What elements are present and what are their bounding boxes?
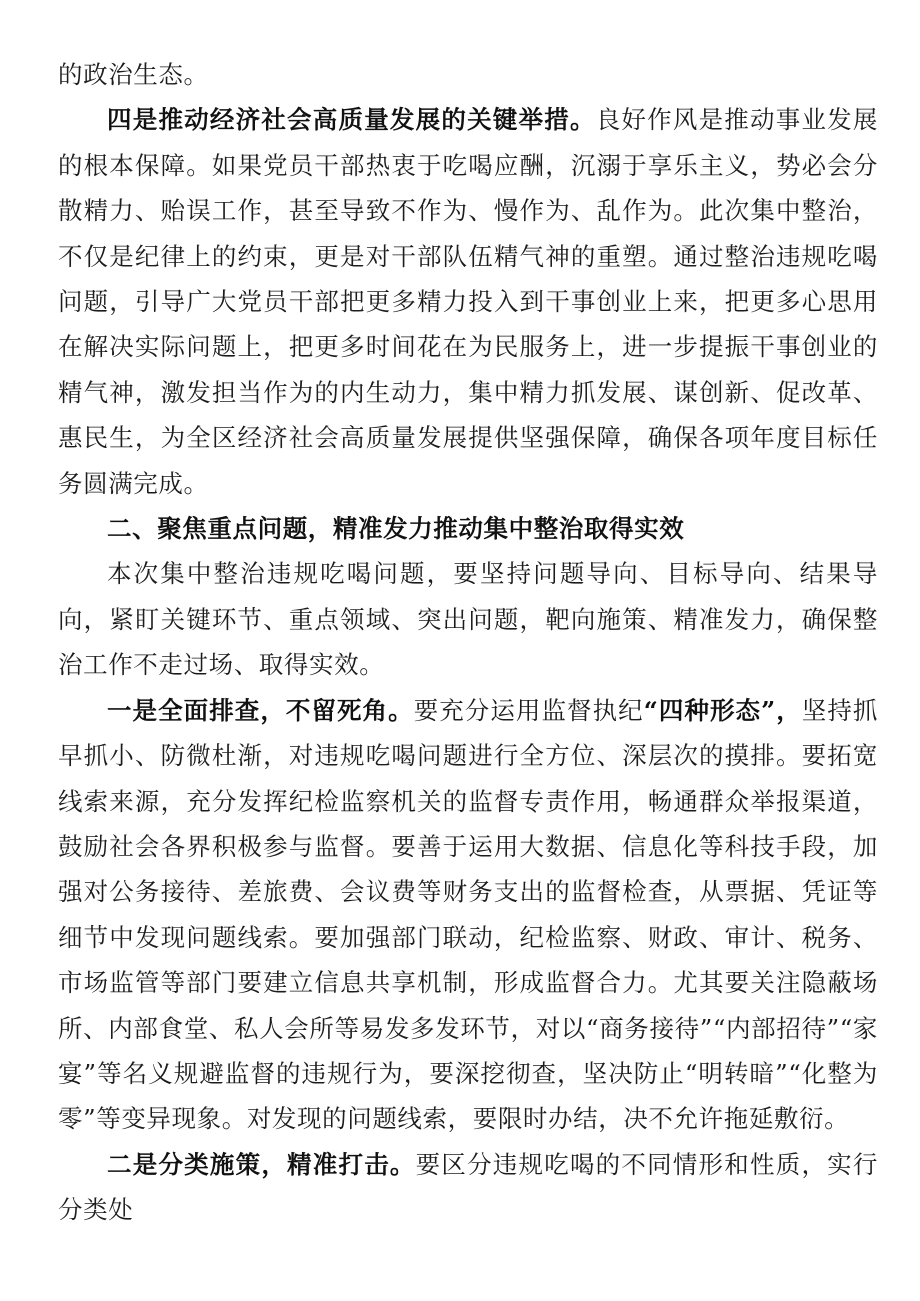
paragraph-lead: 二是分类施策，精准打击。 <box>107 1149 416 1179</box>
paragraph-text: 坚持抓早抓小、防微杜渐，对违规吃喝问题进行全方位、深层次的摸排。要拓宽线索来源，充分发挥纪检监察机关的监督专责作用，畅通群众举报渠道，鼓励社会各界积极参与监督。要善于运用大数据、信息化等科技手段，加强对公务接待、差旅费、会议费等财务支出的监督检查，从票据、凭证等细节中发现问题线索。要加强部门联动，纪检监察、财政、审计、税务、市场监管等部门要建立信息共享机制，形成监督合力。尤其要关注隐蔽场所、内部食堂、私人会所等易发多发环节，对以“商务接待”“内部招待”“家宴”等名义规避监督的违规行为，要深挖彻查，坚决防止“明转暗”“化整为零”等变异现象。对发现的问题线索，要限时办结，决不允许拖延敷衍。 <box>58 695 878 1134</box>
paragraph-text: 的政治生态。 <box>58 60 209 89</box>
paragraph-point-one <box>58 688 878 1142</box>
paragraph-text: 要区分违规吃喝的不同情形和性质，实行分类处 <box>58 1149 878 1225</box>
paragraph-intro <box>58 551 878 687</box>
paragraph-continuation <box>58 52 878 97</box>
paragraph-text: 要充分运用监督执纪 <box>413 695 644 725</box>
document-body <box>58 52 878 1233</box>
paragraph-text: 本次集中整治违规吃喝问题，要坚持问题导向、目标导向、结果导向，紧盯关键环节、重点领域、突出问题，靶向施策、精准发力，确保整治工作不走过场、取得实效。 <box>58 559 878 680</box>
paragraph-lead: 四是推动经济社会高质量发展的关键举措。 <box>107 105 596 135</box>
paragraph-bold-quote: “四种形态”， <box>643 695 802 725</box>
paragraph-point-two <box>58 1142 878 1233</box>
paragraph-point-four <box>58 97 878 506</box>
section-heading: 二、聚焦重点问题，精准发力推动集中整治取得实效 <box>107 514 685 544</box>
paragraph-lead: 一是全面排查，不留死角。 <box>107 695 414 725</box>
paragraph-text: 良好作风是推动事业发展的根本保障。如果党员干部热衷于吃喝应酬，沉溺于享乐主义，势必会分散精力、贻误工作，甚至导致不作为、慢作为、乱作为。此次集中整治，不仅是纪律上的约束，更是对干部队伍精气神的重塑。通过整治违规吃喝问题，引导广大党员干部把更多精力投入到干事创业上来，把更多心思用在解决实际问题上，把更多时间花在为民服务上，进一步提振干事创业的精气神，激发担当作为的内生动力，集中精力抓发展、谋创新、促改革、惠民生，为全区经济社会高质量发展提供坚强保障，确保各项年度目标任务圆满完成。 <box>58 105 878 498</box>
